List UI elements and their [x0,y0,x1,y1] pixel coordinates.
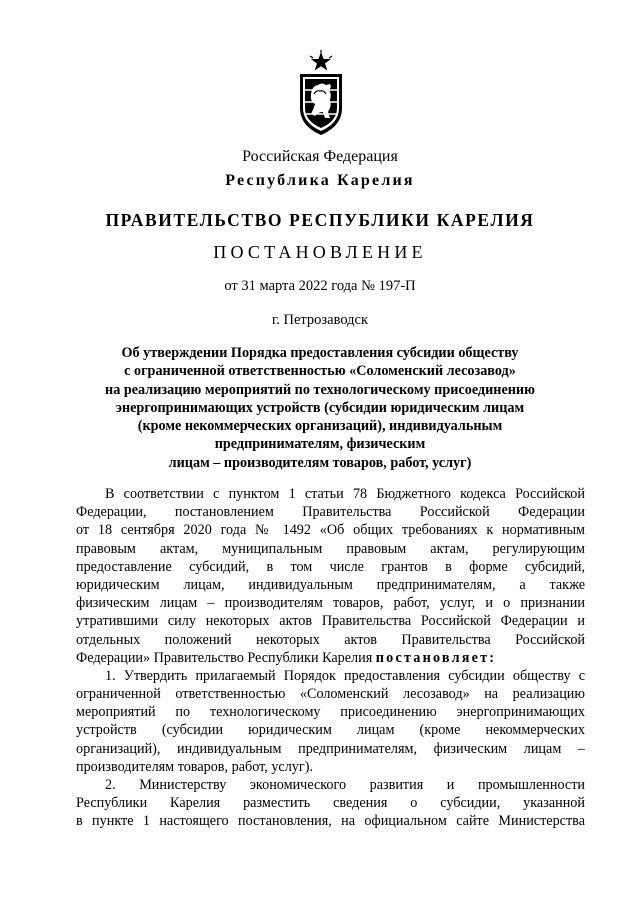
body-line: 2. Министерству экономического развития и промышленности [105,777,585,793]
body-line: В соответствии с пунктом 1 статьи 78 Бюджетного кодекса Российской [105,486,585,502]
body-line: Республики Карелия разместить сведения о субсидии, указанной [76,795,585,812]
document-type: ПОСТАНОВЛЕНИЕ [213,242,427,262]
title-line: Об утверждении Порядка предоставления субсидии обществу [121,345,519,361]
body-line: ограниченной ответственностью «Соломенский лесозавод» на реализацию [76,686,585,703]
title-line: (кроме некоммерческих организаций), индивидуальным [137,418,503,435]
document-body [76,485,585,831]
body-line: правовым актам, муниципальным правовым актам, регулирующим [76,540,585,557]
body-line: производителям товаров, работ, услуг). [76,758,313,775]
document-date-number: от 31 марта 2022 года № 197-П [224,278,416,294]
body-line: утратившими силу некоторых актов Правительства Российской Федерации и [76,613,585,630]
body-line: мероприятий по технологическому присоединению энергопринимающих [76,704,585,721]
body-line: юридическим лицам, индивидуальным предпринимателям, а также [76,576,585,593]
title-line: лицам – производителям товаров, работ, услуг) [168,454,472,471]
body-line: отдельных положений некоторых актов Правительства Российской [76,631,585,648]
document-title [80,344,560,472]
body-line: 1. Утвердить прилагаемый Порядок предоставления субсидии обществу с [105,667,585,684]
resolves-word: постановляет: [375,649,497,666]
body-line: от 18 сентября 2020 года № 1492 «Об общих требованиях к нормативным [76,522,585,539]
body-line: устройств (субсидии юридическим лицам (кроме некоммерческих [76,722,585,739]
karelia-coat-of-arms-icon [296,50,346,136]
body-line: в пункте 1 настоящего постановления, на официальном сайте Министерства [76,813,585,830]
country-name: Российская Федерация [242,148,398,165]
republic-name: Республика Карелия [225,172,415,189]
title-line: с ограниченной ответственностью «Соломенский лесозавод» [124,363,516,380]
title-line: на реализацию мероприятий по технологическому присоединению [105,381,535,398]
title-line: энергопринимающих устройств (субсидии юридическим лицам [115,399,525,416]
body-line: Федерации, постановлением Правительства Российской Федерации [76,504,585,521]
body-line: физическим лицам – производителям товаров, работ, услуг, и о признании [76,595,585,612]
body-line: организаций), индивидуальным предпринимателям, физическим лицам – [76,740,585,757]
document-city: г. Петрозаводск [271,312,369,328]
government-name: ПРАВИТЕЛЬСТВО РЕСПУБЛИКИ КАРЕЛИЯ [105,210,535,230]
title-line: предпринимателям, физическим [214,436,426,453]
body-line-text: Федерации» Правительство Республики Карелия [76,649,373,666]
body-line: предоставление субсидий, в том числе грантов в форме субсидий, [76,558,585,575]
body-line-resolution [76,649,585,667]
